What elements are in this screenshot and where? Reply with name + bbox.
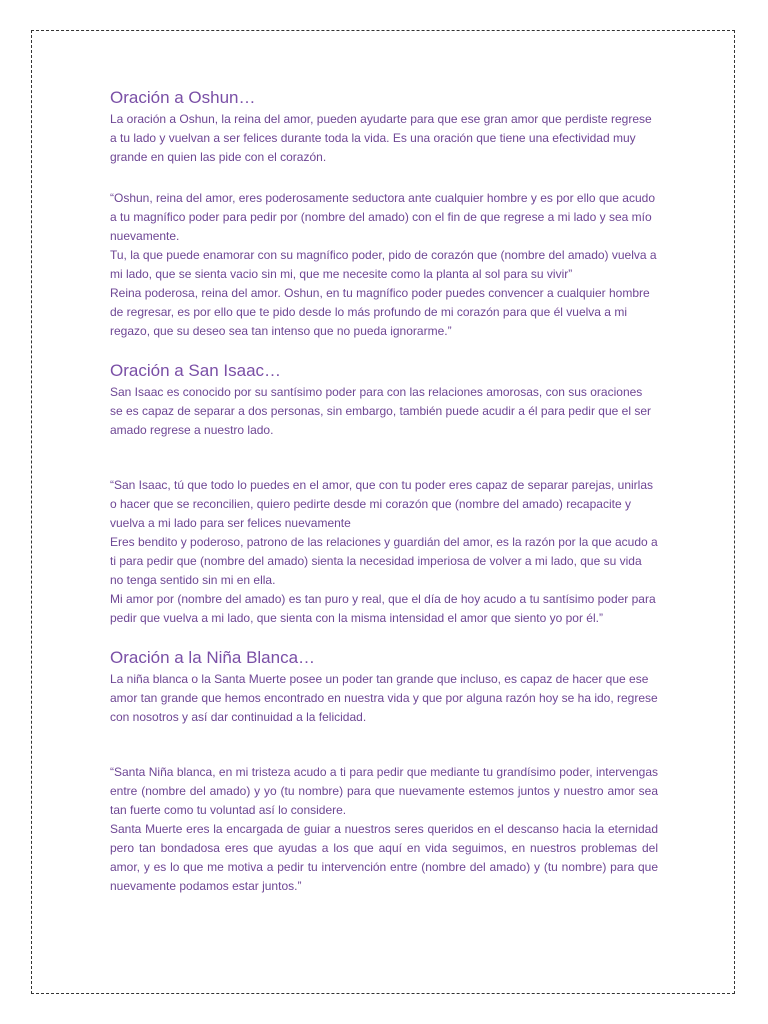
document-body [110, 86, 658, 896]
section-intro-san-isaac: San Isaac es conocido por su santísimo poder para con las relaciones amorosas, con sus oraciones se es capaz de separar a dos personas, sin embargo, también puede acudir a él para pedir que el ser amado regrese a nuestro lado. [110, 385, 651, 437]
section-title-nina-blanca: Oración a la Niña Blanca… [110, 648, 316, 667]
prayer-paragraph: Eres bendito y poderoso, patrono de las relaciones y guardián del amor, es la razón por la que acudo a ti para pedir que (nombre del amado) sienta la necesidad imperiosa de volver a mi lado, que su vida no tenga sentido sin mi en ella. [110, 535, 658, 587]
prayer-paragraph: Mi amor por (nombre del amado) es tan puro y real, que el día de hoy acudo a tu santísimo poder para pedir que vuelva a mi lado, que sienta con la misma intensidad el amor que siento yo por él.” [110, 592, 656, 625]
prayer-paragraph: Reina poderosa, reina del amor. Oshun, en tu magnífico poder puedes convencer a cualquier hombre de regresar, es por ello que te pido desde lo más profundo de mi corazón para que él vuelva a mi regazo, que su deseo sea tan intenso que no pueda ignorarme.” [110, 286, 650, 338]
prayer-paragraph: Santa Muerte eres la encargada de guiar a nuestros seres queridos en el descanso hacia la eternidad pero tan bondadosa eres que ayudas a los que aquí en vida seguimos, en nuestros problemas del amor, y es lo que me motiva a pedir tu intervención entre (nombre del amado) y (tu nombre) para que nuevamente podamos estar juntos.” [110, 822, 658, 893]
prayer-paragraph: “Oshun, reina del amor, eres poderosamente seductora ante cualquier hombre y es por ello que acudo a tu magnífico poder para pedir por (nombre del amado) con el fin de que regrese a mi lado y sea mío nuevamente. [110, 191, 655, 243]
spacer [110, 440, 658, 476]
section-intro-oshun: La oración a Oshun, la reina del amor, pueden ayudarte para que ese gran amor que perdiste regrese a tu lado y vuelvan a ser felices durante toda la vida. Es una oración que tiene una efectividad muy grande en quien las pide con el corazón. [110, 112, 652, 164]
spacer [110, 727, 658, 763]
spacer [110, 341, 658, 359]
spacer [110, 167, 658, 189]
spacer [110, 628, 658, 646]
section-title-oshun: Oración a Oshun… [110, 88, 256, 107]
section-intro-nina-blanca: La niña blanca o la Santa Muerte posee un poder tan grande que incluso, es capaz de hacer que ese amor tan grande que hemos encontrado en nuestra vida y que por alguna razón hoy se ha ido, regrese con nosotros y así dar continuidad a la felicidad. [110, 672, 658, 724]
prayer-paragraph: “San Isaac, tú que todo lo puedes en el amor, que con tu poder eres capaz de separar parejas, unirlas o hacer que se reconcilien, quiero pedirte desde mi corazón que (nombre del amado) recapacite y vuelva a mi lado para ser felices nuevamente [110, 478, 654, 530]
prayer-paragraph: Tu, la que puede enamorar con su magnífico poder, pido de corazón que (nombre del amado) vuelva a mi lado, que se sienta vacio sin mi, que me necesite como la planta al sol para su vivir” [110, 248, 657, 281]
section-title-san-isaac: Oración a San Isaac… [110, 361, 282, 380]
prayer-paragraph: “Santa Niña blanca, en mi tristeza acudo a ti para pedir que mediante tu grandísimo poder, intervengas entre (nombre del amado) y yo (tu nombre) para que nuevamente estemos juntos y nuestro amor sea tan fuerte como tu voluntad así lo considere. [110, 765, 658, 817]
